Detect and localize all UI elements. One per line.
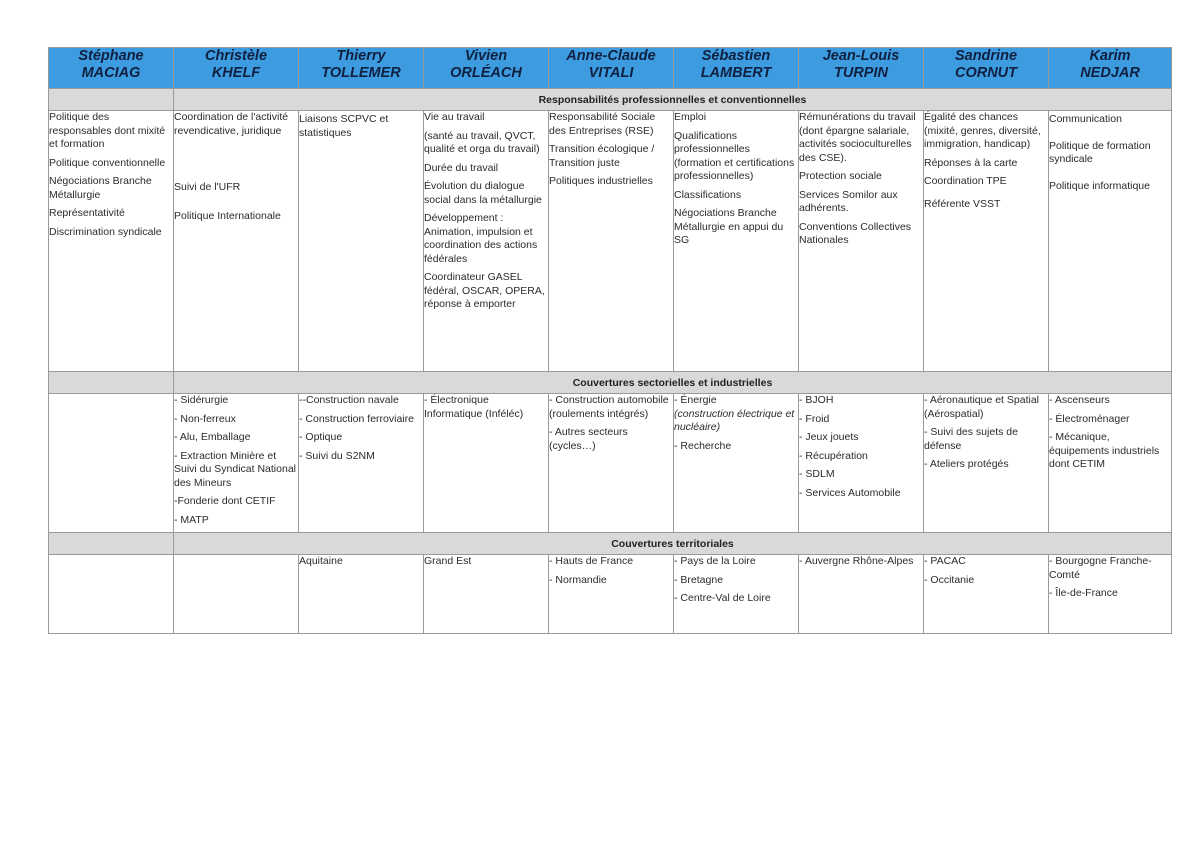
person-header	[924, 48, 1049, 89]
list-item: - Suivi des sujets de défense	[924, 426, 1018, 452]
person-last-name: MACIAG	[81, 65, 141, 81]
list-item: Transition écologique / Transition juste	[549, 143, 655, 169]
list-item: Politique Internationale	[174, 209, 281, 222]
list-item: - Centre-Val de Loire	[674, 592, 771, 604]
list-item: Politique de formation syndicale	[1049, 139, 1151, 165]
cell-maciag	[49, 555, 174, 634]
section-spacer	[49, 372, 174, 394]
section-title: Couvertures territoriales	[174, 533, 1172, 555]
list-item: - BJOH	[799, 394, 834, 406]
list-item: - Ateliers protégés	[924, 458, 1009, 470]
cell-tollemer	[299, 111, 424, 372]
list-item: Coordinateur GASEL fédéral, OSCAR, OPERA, réponse à emporter	[424, 271, 545, 310]
list-item: Services Somilor aux adhérents.	[799, 188, 898, 214]
cell-vitali	[549, 394, 674, 533]
cell-cornut	[924, 555, 1049, 634]
list-item: - PACAC	[924, 555, 966, 567]
section-header-row	[49, 372, 1172, 394]
list-item: (santé au travail, QVCT, qualité et orga du travail)	[424, 129, 540, 155]
cell-turpin	[799, 111, 924, 372]
cell-nedjar	[1049, 555, 1172, 634]
list-item: Égalité des chances (mixité, genres, diversité, immigration, handicap)	[924, 111, 1041, 150]
list-item: Liaisons SCPVC et statistiques	[299, 113, 389, 139]
list-item: - SDLM	[799, 468, 835, 480]
list-item: - Construction automobile (roulements intégrés)	[549, 394, 669, 420]
list-item: Réponses à la carte	[924, 156, 1018, 169]
cell-orleach	[424, 394, 549, 533]
list-item: - Extraction Minière et Suivi du Syndicat National des Mineurs	[174, 449, 296, 489]
list-item: - Construction ferroviaire	[299, 412, 414, 425]
list-item: - Froid	[799, 412, 830, 425]
list-item: Politique des responsables dont mixité et formation	[49, 111, 166, 150]
list-item: Aquitaine	[299, 555, 343, 567]
list-item: - Énergie	[674, 394, 717, 406]
list-item: - Normandie	[549, 573, 607, 586]
person-header	[549, 48, 674, 89]
list-item: Politique conventionnelle	[49, 156, 166, 169]
list-item: - Jeux jouets	[799, 431, 859, 443]
person-first-name: Stéphane	[78, 48, 144, 64]
list-item: -Fonderie dont CETIF	[174, 495, 276, 507]
section-title: Responsabilités professionnelles et conventionnelles	[174, 89, 1172, 111]
list-item: Grand Est	[424, 555, 472, 567]
cell-cornut	[924, 394, 1049, 533]
list-item: - Bourgogne Franche-Comté	[1049, 555, 1152, 581]
responsibilities-table	[48, 47, 1172, 634]
list-item: - Ascenseurs	[1049, 394, 1110, 406]
person-header	[674, 48, 799, 89]
table-row	[49, 555, 1172, 634]
person-first-name: Christèle	[204, 48, 268, 64]
person-last-name: ORLÉACH	[450, 65, 522, 81]
list-item: Responsabilité Sociale des Entreprises (RSE)	[549, 111, 656, 137]
cell-turpin	[799, 394, 924, 533]
cell-turpin	[799, 555, 924, 634]
cell-lambert	[674, 394, 799, 533]
cell-khelf	[174, 555, 299, 634]
cell-maciag	[49, 394, 174, 533]
list-item: - Aéronautique et Spatial (Aérospatial)	[924, 394, 1039, 420]
list-item: Rémunérations du travail (dont épargne salariale, activités socioculturelles des CSE).	[799, 111, 916, 164]
person-header	[424, 48, 549, 89]
cell-khelf	[174, 394, 299, 533]
person-last-name: TURPIN	[834, 65, 888, 81]
list-item: Qualifications professionnelles (formation et certifications professionnelles)	[674, 129, 795, 182]
cell-cornut	[924, 111, 1049, 372]
list-item: Représentativité	[49, 207, 125, 219]
person-first-name: Sandrine	[954, 48, 1018, 64]
section-spacer	[49, 89, 174, 111]
person-header	[299, 48, 424, 89]
table-row	[49, 111, 1172, 372]
person-header	[49, 48, 174, 89]
list-item: - Mécanique, équipements industriels dont CETIM	[1049, 431, 1160, 470]
cell-nedjar	[1049, 111, 1172, 372]
list-item: - Récupération	[799, 449, 868, 462]
person-last-name: TOLLEMER	[321, 65, 401, 81]
cell-orleach	[424, 555, 549, 634]
person-header	[1049, 48, 1172, 89]
cell-maciag	[49, 111, 174, 372]
list-item: - Suivi du S2NM	[299, 449, 375, 462]
list-item: Conventions Collectives Nationales	[799, 220, 912, 246]
list-item: - MATP	[174, 513, 209, 526]
list-item: Référente VSST	[924, 197, 1001, 210]
person-header	[174, 48, 299, 89]
section-spacer	[49, 533, 174, 555]
cell-nedjar	[1049, 394, 1172, 533]
list-item: Politique informatique	[1049, 179, 1150, 192]
list-item: Négociations Branche Métallurgie en appui du SG	[674, 207, 784, 246]
list-item: - Non-ferreux	[174, 412, 236, 425]
cell-khelf	[174, 111, 299, 372]
section-header-row	[49, 89, 1172, 111]
list-item: -‐Construction navale	[299, 394, 399, 406]
list-item: - Île-de-France	[1049, 587, 1118, 599]
list-item: - Électronique Informatique (Inféléc)	[424, 394, 524, 420]
list-item: Emploi	[674, 111, 707, 123]
cell-lambert	[674, 111, 799, 372]
list-item: Coordination de l'activité revendicative, juridique	[174, 111, 289, 137]
cell-vitali	[549, 111, 674, 372]
list-item: - Pays de la Loire	[674, 555, 756, 567]
person-first-name: Anne-Claude	[566, 48, 656, 64]
list-item: - Alu, Emballage	[174, 431, 251, 443]
list-item: - Autres secteurs (cycles…)	[549, 426, 628, 452]
list-item: - Hauts de France	[549, 555, 634, 567]
list-item: - Sidérurgie	[174, 394, 229, 406]
header-row	[49, 48, 1172, 89]
cell-tollemer	[299, 394, 424, 533]
list-item: Évolution du dialogue social dans la métallurgie	[424, 180, 542, 206]
person-last-name: VITALI	[588, 65, 634, 81]
list-item: - Recherche	[674, 439, 732, 452]
list-item: Politiques industrielles	[549, 175, 653, 187]
person-first-name: Karim	[1089, 48, 1131, 64]
list-item: Communication	[1049, 113, 1122, 125]
list-item: Suivi de l'UFR	[174, 181, 241, 193]
person-last-name: LAMBERT	[700, 65, 772, 81]
list-item: - Électroménager	[1049, 412, 1130, 425]
section-header-row	[49, 533, 1172, 555]
cell-vitali	[549, 555, 674, 634]
cell-lambert	[674, 555, 799, 634]
cell-tollemer	[299, 555, 424, 634]
list-item: - Occitanie	[924, 573, 975, 586]
list-item: - Services Automobile	[799, 486, 901, 499]
list-item: Protection sociale	[799, 170, 882, 182]
person-first-name: Sébastien	[701, 48, 771, 64]
list-item: - Bretagne	[674, 573, 724, 586]
person-last-name: KHELF	[211, 65, 261, 81]
list-item: Négociations Branche Métallurgie	[49, 175, 152, 201]
person-first-name: Vivien	[464, 48, 508, 64]
person-last-name: NEDJAR	[1080, 65, 1140, 81]
cell-orleach	[424, 111, 549, 372]
list-item: - Auvergne Rhône-Alpes	[799, 555, 914, 567]
person-first-name: Thierry	[336, 48, 386, 64]
list-item: - Optique	[299, 431, 343, 443]
list-item: Vie au travail	[424, 111, 485, 123]
section-title: Couvertures sectorielles et industrielles	[174, 372, 1172, 394]
person-first-name: Jean-Louis	[822, 48, 900, 64]
list-item: Développement : Animation, impulsion et coordination des actions fédérales	[424, 212, 538, 265]
person-header	[799, 48, 924, 89]
list-item: Durée du travail	[424, 161, 499, 174]
list-item: Classifications	[674, 188, 742, 201]
list-item: Discrimination syndicale	[49, 225, 162, 238]
list-item: Coordination TPE	[924, 175, 1007, 187]
table-row	[49, 394, 1172, 533]
list-item: (construction électrique et nucléaire)	[674, 407, 795, 433]
person-last-name: CORNUT	[954, 65, 1018, 81]
